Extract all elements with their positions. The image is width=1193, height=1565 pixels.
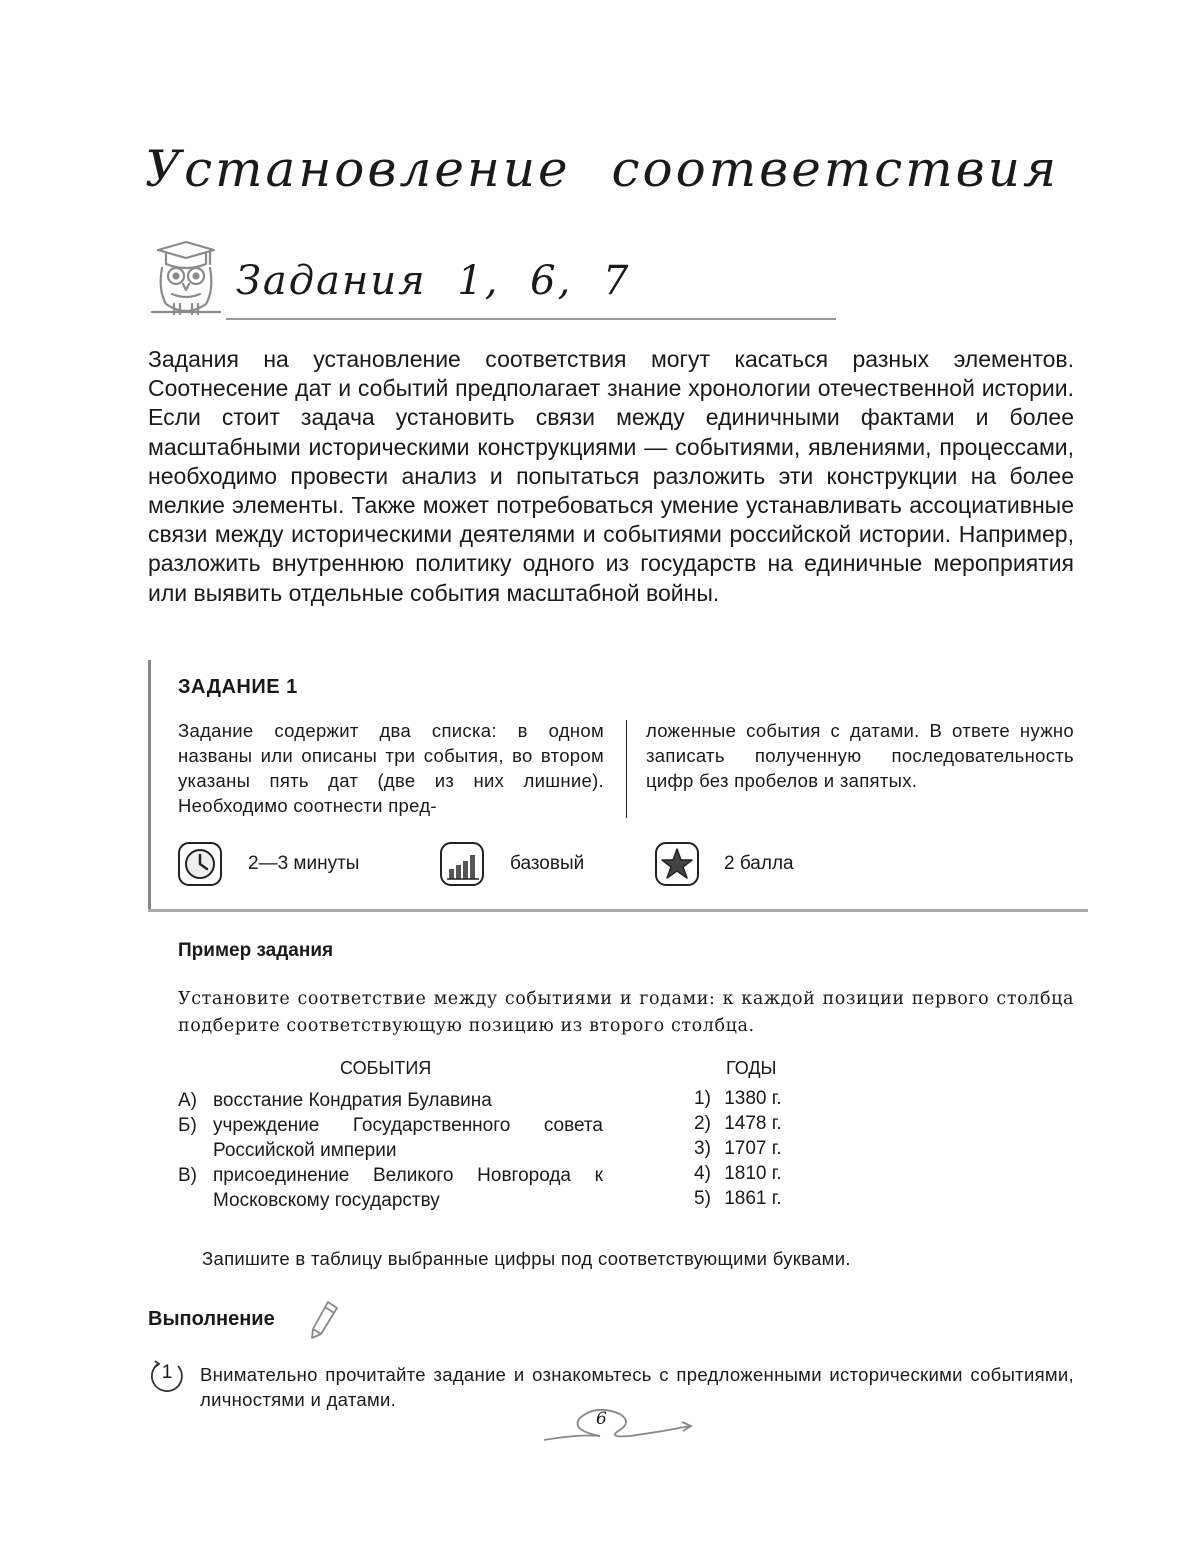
pencil-icon xyxy=(308,1300,340,1342)
task-box-border-bottom xyxy=(148,909,1088,912)
events-header: СОБЫТИЯ xyxy=(340,1058,432,1078)
year-value: 1707 г. xyxy=(724,1138,782,1159)
year-value: 1380 г. xyxy=(724,1088,782,1109)
example-title: Пример задания xyxy=(178,940,334,961)
task-box-border-left xyxy=(148,660,151,910)
year-number: 5) xyxy=(694,1188,711,1209)
intro-paragraph: Задания на установление соответствия могут касаться разных элементов. Соотнесение дат и событий предполагает знание хронологии отечественной истории. Если стоит задача установить связи между единичными фактами и более масштабными историческими конструкциями — событиями, явлениями, процессами, необходимо провести анализ и попытаться разложить эти конструкции на более мелкие элементы. Также может потребоваться умение устанавливать ассоциативные связи между историческими деятелями и событиями российской истории. Например, разложить внутреннюю политику одного из государств на единичные мероприятия или выявить отдельные события масштабной войны. xyxy=(148,346,1074,606)
page-title: Установление соответствия xyxy=(145,140,1060,198)
event-text: учреждение Государственного совета Российской империи xyxy=(213,1115,603,1161)
years-header: ГОДЫ xyxy=(726,1058,777,1078)
event-letter: А) xyxy=(178,1090,197,1111)
year-value: 1861 г. xyxy=(724,1188,782,1209)
step-text: Внимательно прочитайте задание и ознакомьтесь с предложенными историческими событиями, личностями и датами. xyxy=(200,1364,1074,1410)
example-text: Установите соответствие между событиями и годами: к каждой позиции первого столбца подберите соответствующую позицию из второго столбца. xyxy=(178,989,1074,1036)
task-description-col2: ложенные события с датами. В ответе нужно записать полученную последовательность цифр без пробелов и запятых. xyxy=(646,720,1074,791)
bar-chart-icon xyxy=(439,841,485,887)
section-underline xyxy=(226,318,836,320)
list-item xyxy=(178,1113,608,1163)
year-number: 3) xyxy=(694,1138,711,1159)
step-number: 1 xyxy=(161,1362,173,1383)
page-number-swirl-icon xyxy=(540,1400,700,1450)
list-item xyxy=(178,1088,608,1113)
year-value: 1478 г. xyxy=(724,1113,782,1134)
event-letter: В) xyxy=(178,1165,197,1186)
level-label: базовый xyxy=(510,853,585,874)
page-number: 6 xyxy=(596,1409,607,1429)
year-number: 2) xyxy=(694,1113,711,1134)
task-description-col1: Задание содержит два списка: в одном названы или описаны три события, во втором указаны пять дат (две из них лишние). Необходимо соотнести пред- xyxy=(178,720,604,816)
list-item xyxy=(694,1138,782,1160)
instruction-text: Запишите в таблицу выбранные цифры под соответствующими буквами. xyxy=(202,1248,851,1269)
list-item xyxy=(694,1088,782,1110)
points-label: 2 балла xyxy=(724,853,794,874)
event-text: восстание Кондратия Булавина xyxy=(213,1090,492,1111)
list-item xyxy=(694,1163,782,1185)
time-label: 2—3 минуты xyxy=(248,853,360,874)
event-letter: Б) xyxy=(178,1115,197,1136)
section-title: Задания 1, 6, 7 xyxy=(236,258,631,304)
solution-title: Выполнение xyxy=(148,1308,275,1330)
list-item xyxy=(178,1163,608,1213)
owl-icon xyxy=(148,238,224,322)
year-number: 4) xyxy=(694,1163,711,1184)
column-divider xyxy=(626,720,627,818)
year-number: 1) xyxy=(694,1088,711,1109)
list-item xyxy=(694,1188,782,1210)
task-title: ЗАДАНИЕ 1 xyxy=(178,676,298,698)
year-value: 1810 г. xyxy=(724,1163,782,1184)
list-item xyxy=(694,1113,782,1135)
event-text: присоединение Великого Новгорода к Московскому государству xyxy=(213,1165,603,1211)
star-icon xyxy=(654,841,700,887)
clock-icon xyxy=(177,841,223,887)
